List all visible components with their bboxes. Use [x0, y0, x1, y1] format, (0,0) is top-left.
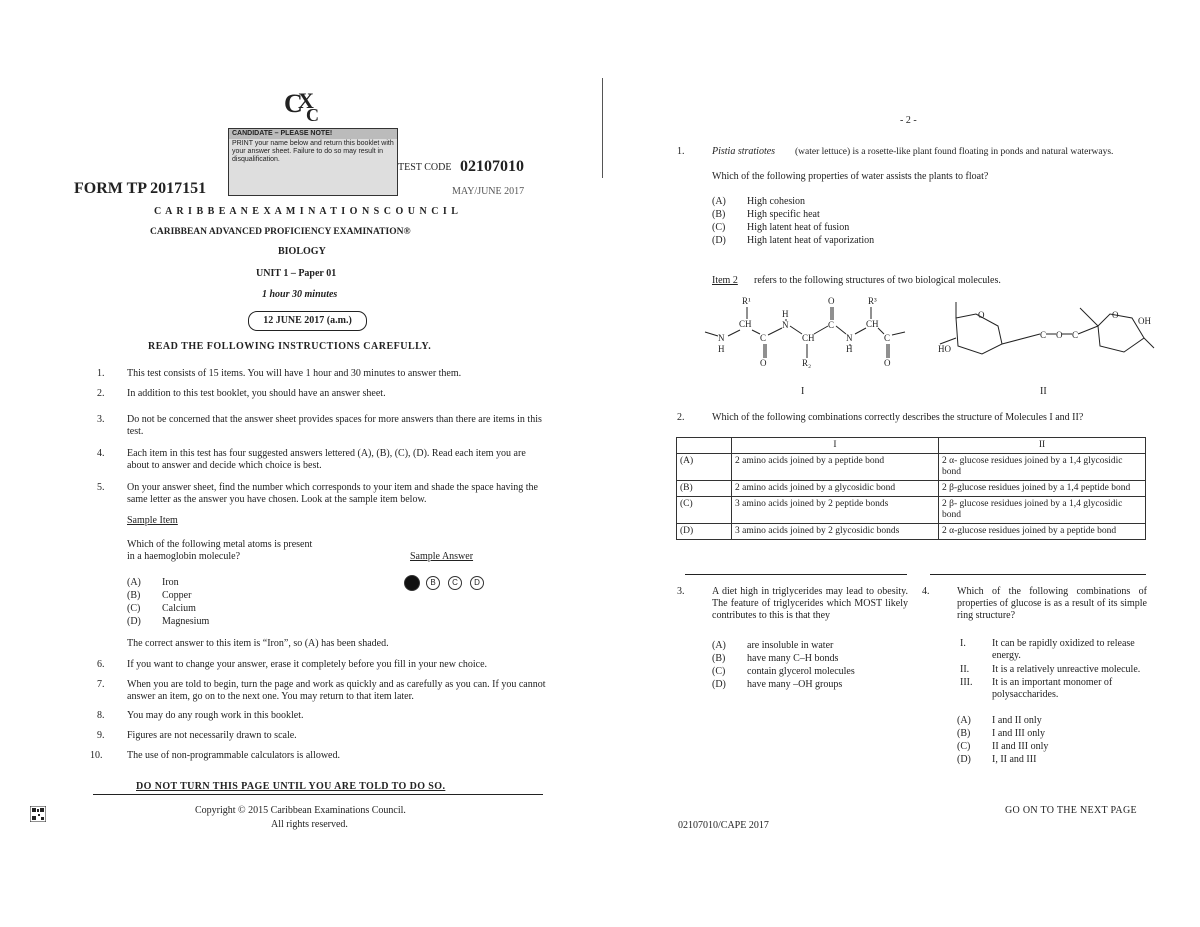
notice-title: CANDIDATE – PLEASE NOTE!	[229, 129, 397, 139]
q4-stem: Which of the following combinations of properties of glucose is as a result of its simple ring structure?	[957, 586, 1147, 621]
option-letter: (D)	[957, 754, 971, 765]
exam-name: CARIBBEAN ADVANCED PROFICIENCY EXAMINATION®	[150, 227, 411, 237]
label-o: O	[760, 358, 767, 368]
q2-options-table	[676, 437, 1146, 540]
footer-code: 02107010/CAPE 2017	[678, 820, 769, 831]
label-h: H	[782, 309, 789, 319]
option-text: Copper	[162, 590, 192, 601]
statement-number: I.	[960, 638, 966, 649]
option-text: High latent heat of fusion	[747, 222, 850, 233]
option-letter: (A)	[712, 640, 726, 651]
label-n: N	[718, 333, 725, 343]
molecule-diagram	[700, 292, 1160, 400]
label-n: N	[782, 320, 789, 330]
option-letter: (D)	[712, 235, 726, 246]
sample-answer-label: Sample Answer	[410, 551, 474, 562]
instruction-text: This test consists of 15 items. You will have 1 hour and 30 minutes to answer them.	[127, 368, 462, 379]
option-text: High cohesion	[747, 196, 806, 207]
option-letter: (B)	[712, 209, 726, 220]
svg-text:C: C	[306, 105, 319, 124]
barcode-icon	[30, 806, 46, 822]
subject: BIOLOGY	[278, 246, 326, 257]
row-cell-i: 2 amino acids joined by a peptide bond	[732, 454, 939, 481]
row-cell-ii: 2 α- glucose residues joined by a 1,4 glycosidic bond	[939, 454, 1146, 481]
read-heading: READ THE FOLLOWING INSTRUCTIONS CAREFULLY.	[148, 341, 432, 352]
instruction-number: 2.	[97, 388, 105, 399]
label-ch: CH	[802, 333, 815, 343]
duration: 1 hour 30 minutes	[262, 289, 338, 300]
label-h: H	[846, 344, 853, 354]
option-text: contain glycerol molecules	[747, 666, 855, 677]
statement-text: It can be rapidly oxidized to release energy.	[992, 638, 1135, 661]
test-code: 02107010	[460, 158, 524, 175]
svg-text:C: C	[284, 89, 303, 118]
label-c: C	[1040, 330, 1047, 340]
table-row[interactable]	[677, 481, 1146, 497]
label-o: O	[1056, 330, 1063, 340]
option-text: I and III only	[992, 728, 1046, 739]
question-number: 3.	[677, 586, 685, 597]
row-letter: (B)	[677, 481, 732, 497]
session: MAY/JUNE 2017	[452, 186, 525, 197]
table-header-cell	[677, 438, 732, 454]
rights: All rights reserved.	[271, 819, 348, 830]
label-o: O	[978, 310, 985, 320]
divider	[685, 574, 907, 575]
label-ch: CH	[866, 319, 879, 329]
row-letter: (A)	[677, 454, 732, 481]
item2-ref: Item 2	[712, 275, 738, 286]
label-ch: CH	[739, 319, 752, 329]
option-text: Calcium	[162, 603, 196, 614]
q2-question: Which of the following combinations correctly describes the structure of Molecules I and II?	[712, 412, 1084, 423]
label-o: O	[828, 296, 835, 306]
instruction-number: 5.	[97, 482, 105, 493]
form-number: FORM TP 2017151	[74, 180, 207, 197]
label-c: C	[884, 333, 891, 343]
question-number: 2.	[677, 412, 685, 423]
option-text: High specific heat	[747, 209, 820, 220]
correct-answer-note: The correct answer to this item is “Iron”, so (A) has been shaded.	[127, 638, 389, 649]
label-ho: HO	[938, 344, 951, 354]
table-header-cell: II	[939, 438, 1146, 454]
instruction-text: If you want to change your answer, erase it completely before you fill in your new choice.	[127, 659, 488, 670]
option-text: are insoluble in water	[747, 640, 834, 651]
instruction-text: Do not be concerned that the answer sheet provides spaces for more answers than there are items in this test.	[127, 414, 542, 437]
q1-species: Pistia stratiotes	[712, 146, 776, 157]
row-letter: (C)	[677, 497, 732, 524]
exam-date: 12 JUNE 2017 (a.m.)	[248, 311, 367, 331]
row-cell-ii: 2 β- glucose residues joined by a 1,4 glycosidic bond	[939, 497, 1146, 524]
question-number: 4.	[922, 586, 930, 597]
statement-number: III.	[960, 677, 973, 688]
row-cell-ii: 2 β-glucose residues joined by a 1,4 peptide bond	[939, 481, 1146, 497]
test-code-label: TEST CODE	[398, 162, 452, 173]
cxc-logo	[282, 88, 328, 124]
row-cell-i: 3 amino acids joined by 2 glycosidic bonds	[732, 524, 939, 540]
row-cell-i: 2 amino acids joined by a glycosidic bond	[732, 481, 939, 497]
label-r2: R₂	[802, 358, 812, 368]
molecule-label-i: I	[801, 386, 805, 397]
council-name: C A R I B B E A N E X A M I N A T I O N S C O U N C I L	[154, 206, 459, 217]
instruction-text: When you are told to begin, turn the page and work as quickly and as carefully as you can. If you cannot answer an item, go on to the next one. You may return to that item later.	[127, 679, 546, 702]
do-not-turn-warning: DO NOT TURN THIS PAGE UNTIL YOU ARE TOLD TO DO SO.	[136, 781, 446, 792]
option-text: Magnesium	[162, 616, 210, 627]
divider	[930, 574, 1146, 575]
option-text: I and II only	[992, 715, 1042, 726]
item2-ref-text: refers to the following structures of two biological molecules.	[754, 275, 1001, 286]
label-r3: R³	[868, 296, 877, 306]
instruction-number: 9.	[97, 730, 105, 741]
option-letter: (A)	[127, 577, 141, 588]
option-text: High latent heat of vaporization	[747, 235, 875, 246]
answer-bubble-d[interactable]: D	[470, 576, 484, 590]
table-header-cell: I	[732, 438, 939, 454]
instruction-text: Each item in this test has four suggested answers lettered (A), (B), (C), (D). Read each item you are about to answer and decide which choice is best.	[127, 448, 526, 471]
sample-item-label: Sample Item	[127, 515, 178, 526]
option-letter: (B)	[957, 728, 971, 739]
statement-text: It is a relatively unreactive molecule.	[992, 664, 1141, 675]
option-letter: (A)	[957, 715, 971, 726]
instruction-number: 4.	[97, 448, 105, 459]
option-letter: (D)	[127, 616, 141, 627]
option-letter: (C)	[957, 741, 971, 752]
copyright: Copyright © 2015 Caribbean Examinations Council.	[195, 805, 406, 816]
instruction-number: 7.	[97, 679, 105, 690]
page-number: - 2 -	[900, 115, 917, 126]
statement-number: II.	[960, 664, 970, 675]
answer-bubble-c[interactable]: C	[448, 576, 462, 590]
label-o: O	[1112, 310, 1119, 320]
table-header-row	[677, 438, 1146, 454]
option-text: Iron	[162, 577, 179, 588]
instruction-text: The use of non-programmable calculators is allowed.	[127, 750, 340, 761]
unit: UNIT 1 – Paper 01	[256, 268, 337, 279]
molecule-label-ii: II	[1040, 386, 1047, 397]
label-oh: OH	[1138, 316, 1151, 326]
instruction-number: 1.	[97, 368, 105, 379]
answer-bubble-b[interactable]: B	[426, 576, 440, 590]
table-row[interactable]	[677, 497, 1146, 524]
table-row[interactable]	[677, 524, 1146, 540]
go-on-next-page: GO ON TO THE NEXT PAGE	[1005, 805, 1137, 816]
instruction-number: 3.	[97, 414, 105, 425]
option-letter: (B)	[712, 653, 726, 664]
label-c: C	[828, 320, 835, 330]
option-text: II and III only	[992, 741, 1049, 752]
label-n: N	[846, 333, 853, 343]
option-letter: (A)	[712, 196, 726, 207]
answer-bubble-a-filled[interactable]	[404, 575, 420, 591]
sample-question-line: in a haemoglobin molecule?	[127, 551, 241, 562]
candidate-notice	[228, 128, 398, 196]
instruction-number: 6.	[97, 659, 105, 670]
option-text: have many C–H bonds	[747, 653, 839, 664]
question-number: 1.	[677, 146, 685, 157]
label-c: C	[1072, 330, 1079, 340]
instruction-text: Figures are not necessarily drawn to scale.	[127, 730, 297, 741]
label-h: H	[718, 344, 725, 354]
option-letter: (D)	[712, 679, 726, 690]
q3-stem: A diet high in triglycerides may lead to obesity. The feature of triglycerides which MOST likely contributes to this is that they	[712, 586, 908, 621]
instruction-text: On your answer sheet, find the number which corresponds to your item and shade the space having the same letter as the answer you have chosen. Look at the sample item below.	[127, 482, 538, 505]
label-c: C	[760, 333, 767, 343]
option-letter: (C)	[712, 666, 726, 677]
row-letter: (D)	[677, 524, 732, 540]
svg-text:X: X	[298, 88, 314, 113]
instruction-text: You may do any rough work in this booklet.	[127, 710, 304, 721]
row-cell-i: 3 amino acids joined by 2 peptide bonds	[732, 497, 939, 524]
instruction-number: 10.	[90, 750, 103, 761]
notice-text: PRINT your name below and return this booklet with your answer sheet. Failure to do so may result in disqualification.	[232, 140, 394, 163]
table-row[interactable]	[677, 454, 1146, 481]
instruction-text: In addition to this test booklet, you should have an answer sheet.	[127, 388, 386, 399]
option-text: have many –OH groups	[747, 679, 843, 690]
statement-text: It is an important monomer of polysaccharides.	[992, 677, 1113, 700]
option-text: I, II and III	[992, 754, 1037, 765]
option-letter: (B)	[127, 590, 141, 601]
option-letter: (C)	[127, 603, 141, 614]
instruction-number: 8.	[97, 710, 105, 721]
label-o: O	[884, 358, 891, 368]
option-letter: (C)	[712, 222, 726, 233]
sample-question-line: Which of the following metal atoms is present	[127, 539, 313, 550]
q1-question: Which of the following properties of water assists the plants to float?	[712, 171, 989, 182]
q1-stem: (water lettuce) is a rosette-like plant found floating in ponds and natural waterways.	[795, 147, 1114, 157]
footer-rule	[93, 794, 543, 795]
label-r1: R¹	[742, 296, 751, 306]
row-cell-ii: 2 α-glucose residues joined by a peptide bond	[939, 524, 1146, 540]
